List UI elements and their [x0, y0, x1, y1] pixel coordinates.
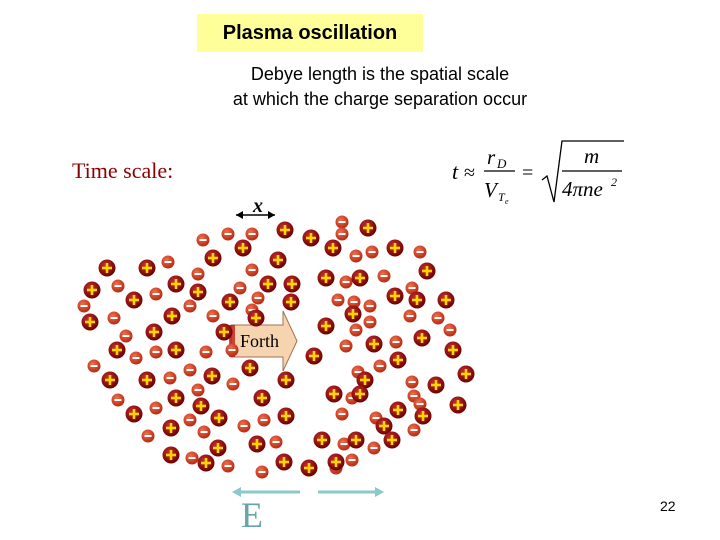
electron — [112, 394, 125, 407]
electron — [246, 264, 259, 277]
positive-ion — [164, 308, 181, 325]
electron — [346, 454, 359, 467]
electron — [150, 346, 163, 359]
electron — [336, 216, 349, 229]
formula-4pine: 4πne — [562, 177, 603, 201]
formula-t: t — [452, 159, 459, 184]
electron — [78, 300, 91, 313]
formula-equals: = — [522, 162, 534, 184]
positive-ion — [387, 288, 404, 305]
formula-vte-subsub: e — [505, 197, 509, 206]
e-label: E — [241, 495, 263, 535]
positive-ion — [222, 294, 239, 311]
electron — [164, 372, 177, 385]
positive-ion — [278, 408, 295, 425]
positive-ion — [314, 432, 331, 449]
electron — [364, 300, 377, 313]
formula-rd: r — [487, 145, 496, 169]
positive-ion — [306, 348, 323, 365]
positive-ion — [366, 336, 383, 353]
positive-ion — [283, 294, 300, 311]
electron — [198, 426, 211, 439]
electron — [368, 442, 381, 455]
electron — [130, 352, 143, 365]
positive-ion — [325, 240, 342, 257]
description-line-2: at which the charge separation occur — [232, 89, 528, 109]
electron — [340, 276, 353, 289]
positive-ion — [146, 324, 163, 341]
electron — [364, 316, 377, 329]
positive-ion — [318, 270, 335, 287]
formula-vte-sub: T — [498, 190, 505, 204]
positive-ion — [205, 250, 222, 267]
positive-ion — [415, 408, 432, 425]
electron — [227, 378, 240, 391]
positive-ion — [109, 342, 126, 359]
positive-ion — [193, 398, 210, 415]
positive-ion — [445, 342, 462, 359]
positive-ion — [270, 252, 287, 269]
positive-ion — [458, 366, 475, 383]
positive-ion — [326, 386, 343, 403]
positive-ion — [84, 282, 101, 299]
electron — [340, 340, 353, 353]
formula-vte: V — [484, 178, 497, 202]
positive-ion — [390, 402, 407, 419]
positive-ion — [277, 222, 294, 239]
positive-ion — [99, 260, 116, 277]
positive-ion — [139, 372, 156, 389]
positive-ion — [387, 240, 404, 257]
formula-approx: ≈ — [464, 162, 475, 184]
positive-ion — [318, 318, 335, 335]
positive-ion — [126, 406, 143, 423]
electron — [108, 312, 121, 325]
positive-ion — [450, 397, 467, 414]
positive-ion — [82, 314, 99, 331]
forth-label: Forth — [240, 331, 280, 351]
electron — [88, 360, 101, 373]
positive-ion — [345, 306, 362, 323]
positive-ion — [204, 368, 221, 385]
electron — [350, 250, 363, 263]
positive-ion — [163, 447, 180, 464]
positive-ion — [301, 460, 318, 477]
positive-ion — [284, 276, 301, 293]
positive-ion — [438, 292, 455, 309]
electron — [222, 228, 235, 241]
electron — [374, 360, 387, 373]
positive-ion — [190, 284, 207, 301]
electron — [120, 330, 133, 343]
positive-ion — [126, 292, 143, 309]
electron — [112, 280, 125, 293]
x-label: x — [253, 195, 263, 217]
electron — [150, 402, 163, 415]
positive-ion — [248, 310, 265, 327]
electron — [408, 424, 421, 437]
electron — [444, 324, 457, 337]
electron — [186, 452, 199, 465]
positive-ion — [348, 432, 365, 449]
positive-ion — [198, 455, 215, 472]
description-line-1: Debye length is the spatial scale — [250, 64, 510, 84]
electron — [150, 288, 163, 301]
positive-ion — [211, 410, 228, 427]
electron — [270, 436, 283, 449]
positive-ion — [102, 372, 119, 389]
electron — [432, 312, 445, 325]
positive-ion — [276, 454, 293, 471]
positive-ion — [260, 276, 277, 293]
electron — [200, 346, 213, 359]
positive-ion — [419, 263, 436, 280]
electron — [192, 384, 205, 397]
electron — [197, 234, 210, 247]
page-number: 22 — [660, 498, 676, 514]
positive-ion — [216, 324, 233, 341]
formula-m: m — [584, 144, 600, 168]
electron — [414, 246, 427, 259]
electron — [390, 336, 403, 349]
formula-exponent: 2 — [611, 175, 617, 189]
positive-ion — [163, 420, 180, 437]
electron — [142, 430, 155, 443]
electron — [222, 460, 235, 473]
electron — [184, 300, 197, 313]
electron — [162, 256, 175, 269]
electron — [192, 268, 205, 281]
electron — [234, 282, 247, 295]
positive-ion — [303, 230, 320, 247]
positive-ion — [168, 342, 185, 359]
electron — [366, 246, 379, 259]
positive-ion — [428, 377, 445, 394]
electron — [252, 292, 265, 305]
electron — [350, 324, 363, 337]
electron — [336, 228, 349, 241]
electron — [246, 228, 259, 241]
slide-title: Plasma oscillation — [222, 21, 398, 44]
electron — [256, 466, 269, 479]
electron — [238, 420, 251, 433]
electron — [207, 310, 220, 323]
positive-ion — [235, 240, 252, 257]
electron — [406, 376, 419, 389]
positive-ion — [254, 390, 271, 407]
positive-ion — [328, 454, 345, 471]
electron — [258, 414, 271, 427]
positive-ion — [278, 372, 295, 389]
electron — [378, 270, 391, 283]
positive-ion — [414, 330, 431, 347]
positive-ion — [210, 440, 227, 457]
positive-ion — [409, 292, 426, 309]
time-scale-label: Time scale: — [72, 158, 174, 183]
electron — [184, 414, 197, 427]
formula-rd-sub: D — [497, 156, 507, 171]
positive-ion — [139, 260, 156, 277]
positive-ion — [390, 352, 407, 369]
electron — [404, 310, 417, 323]
electron — [226, 344, 239, 357]
electron — [184, 364, 197, 377]
positive-ion — [360, 220, 377, 237]
positive-ion — [352, 270, 369, 287]
positive-ion — [384, 432, 401, 449]
positive-ion — [168, 390, 185, 407]
positive-ion — [168, 276, 185, 293]
electron — [332, 294, 345, 307]
positive-ion — [242, 360, 259, 377]
positive-ion — [352, 386, 369, 403]
positive-ion — [249, 436, 266, 453]
electron — [336, 408, 349, 421]
